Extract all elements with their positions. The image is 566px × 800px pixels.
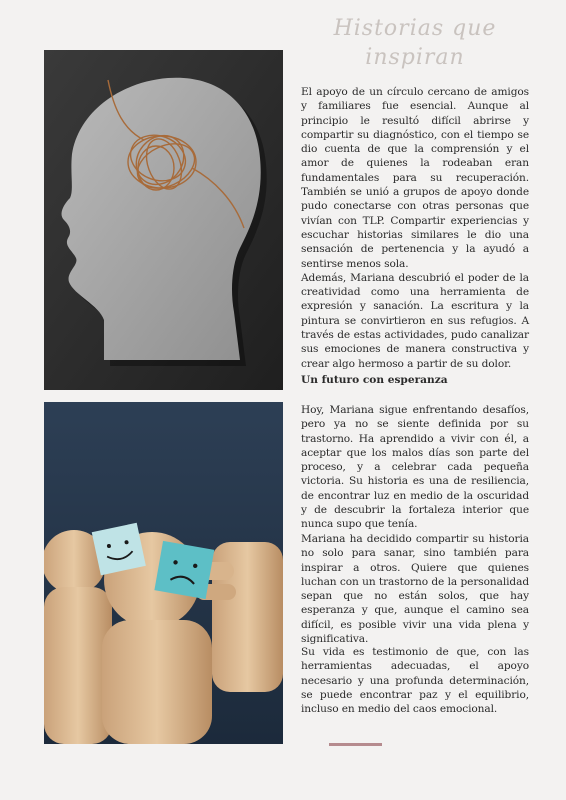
paragraph-4-text: Mariana ha decidido compartir su historia no solo para sanar, sino también para inspirar a otros. Quiere que quienes luchan con un trastorno de la personalidad sepan que no están solos, que hay esperanza y que, aunque el camino sea difícil, es posible vivir una vida plena y significativa. [301,533,529,646]
paragraph-3-text: Hoy, Mariana sigue enfrentando desafíos, pero ya no se siente definida por su trastorno. Ha aprendido a vivir con él, a aceptar que los malos días son parte del proceso, y a celebrar cada pequeña victoria. Su historia es una de resiliencia, de encontrar luz en medio de la oscuridad y de descubrir la fortaleza interior que nunca supo que tenía. [301,404,529,531]
paragraph-1-text: El apoyo de un círculo cercano de amigos y familiares fue esencial. Aunque al principio le resultó difícil abrirse y compartir su diagnóstico, con el tiempo se dio cuenta de que la comprensión y el amor de quienes la rodeaban eran fundamentales para su recuperación. También se unió a grupos de apoyo donde pudo conectarse con otras personas que vivían con TLP. Compartir experiencias y escuchar historias similares le dio una sensación de pertenencia y la ayudó a sentirse menos sola. [301,86,529,270]
paragraph-5-text: Su vida es testimonio de que, con las herramientas adecuadas, el apoyo necesario y una profunda determinación, se puede encontrar paz y el equilibrio, incluso en medio del caos emocional. [301,646,529,716]
head-silhouette-image [44,50,283,390]
wooden-figures-emotion-faces-icon [44,402,283,744]
page-title: Historias que inspiran [333,16,497,70]
wooden-figures-image [44,402,283,744]
footer-divider [329,743,382,746]
paragraph-support [301,85,529,371]
section-heading: Un futuro con esperanza [301,374,448,386]
head-silhouette-tangled-wire-icon [44,50,283,390]
paragraph-2-text: Además, Mariana descubrió el poder de la creatividad como una herramienta de expresión y sanación. La escritura y la pintura se convirtieron en sus refugios. A través de estas actividades, pudo canalizar sus emociones de manera constructiva y crear algo hermoso a partir de su dolor. [301,271,529,370]
